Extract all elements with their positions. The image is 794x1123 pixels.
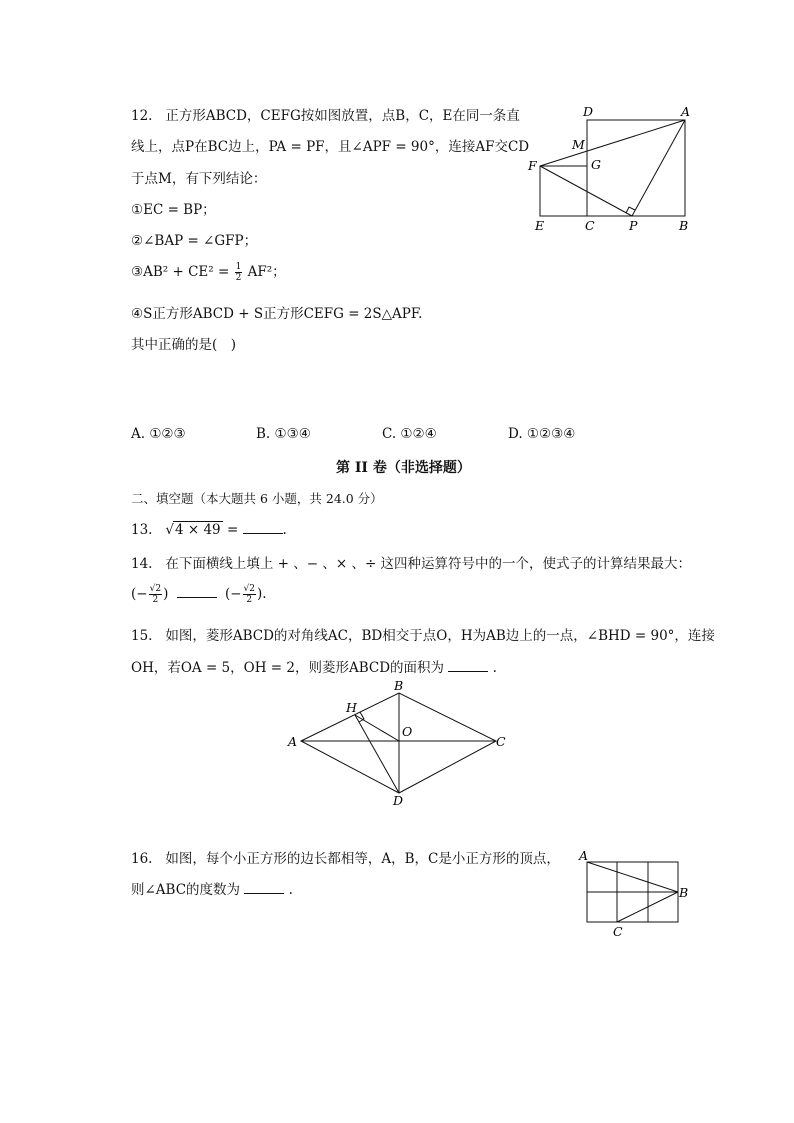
q14-line1 xyxy=(131,552,691,572)
q14-line2 xyxy=(131,583,267,605)
q12-square-abcd xyxy=(587,120,685,216)
q12-c3-num: 1 xyxy=(235,262,242,272)
q14-frac-2-num: √2 xyxy=(243,584,255,594)
q12-conclusion-4: ④S正方形ABCD + S正方形CEFG = 2S△APF. xyxy=(131,306,423,322)
q12-label-e: E xyxy=(535,218,545,233)
q12-conclusion-3 xyxy=(131,260,286,283)
q15-line-ho xyxy=(355,715,399,741)
q12-label-b: B xyxy=(679,218,689,233)
q12-option-d[interactable]: D. ①②③④ xyxy=(508,426,576,442)
q16-text-1: 如图，每个小正方形的边长都相等，A，B，C是小正方形的顶点， xyxy=(165,851,560,867)
q12-c3-pre: ③AB² + CE² = xyxy=(131,264,230,280)
q15-line2 xyxy=(131,656,497,676)
q12-line-fp xyxy=(540,166,632,216)
q13-number: 13. xyxy=(131,522,153,538)
q13-eq: = xyxy=(226,522,239,538)
q12-label-d: D xyxy=(583,104,594,119)
q16-answer-blank[interactable] xyxy=(244,879,284,894)
q14-close-2: ) xyxy=(257,586,263,602)
q16-label-a: A xyxy=(579,848,589,863)
q16-label-b: B xyxy=(679,885,689,900)
section2-heading: 二、填空题（本大题共 6 小题，共 24.0 分） xyxy=(131,491,383,506)
q16-number: 16. xyxy=(131,851,153,867)
q13-line: 13. √4 × 49 = . xyxy=(131,519,287,538)
q12-label-a: A xyxy=(681,104,691,119)
q16-line-ab xyxy=(587,862,678,892)
q15-label-b: B xyxy=(394,678,404,693)
q12-text-1: 正方形ABCD，CEFG按如图放置，点B，C，E在同一条直 xyxy=(165,108,520,124)
q12-conclusion-2: ②∠BAP = ∠GFP； xyxy=(131,233,258,249)
q12-label-f: F xyxy=(528,158,537,173)
q14-close-1: ) xyxy=(163,586,169,602)
q13-sqrt-sign: √ xyxy=(165,522,174,538)
q15-line1 xyxy=(131,624,715,644)
q12-label-m: M xyxy=(572,137,585,152)
q12-c3-fraction xyxy=(235,262,243,283)
q14-frac-1 xyxy=(149,584,162,605)
q15-answer-blank[interactable] xyxy=(448,657,488,672)
q12-option-c[interactable]: C. ①②④ xyxy=(382,426,437,442)
q15-number: 15. xyxy=(131,628,153,644)
q14-text-1: 在下面横线上填上 + 、− 、× 、÷ 这四种运算符号中的一个，使式子的计算结果最大： xyxy=(165,556,692,572)
section2-title: 第 II 卷（非选择题） xyxy=(336,460,471,476)
q12-label-c: C xyxy=(585,218,595,233)
q12-c3-post: AF²； xyxy=(247,264,286,280)
q14-operator-blank[interactable] xyxy=(177,583,217,598)
q15-label-c: C xyxy=(496,734,506,749)
q12-c3-den: 2 xyxy=(235,273,242,283)
q12-line2: 线上，点P在BC边上，PA = PF，且∠APF = 90°，连接AF交CD xyxy=(131,139,530,155)
q16-line1 xyxy=(131,847,560,867)
q13-radicand: 4 × 49 xyxy=(174,522,221,538)
q12-figure xyxy=(525,100,705,235)
q14-open-2: (− xyxy=(224,586,242,602)
q16-label-c: C xyxy=(613,924,623,939)
q14-number: 14. xyxy=(131,556,153,572)
q12-number: 12. xyxy=(131,108,153,124)
q12-square-cefg xyxy=(540,166,587,216)
q12-option-a[interactable]: A. ①②③ xyxy=(131,426,186,442)
q15-end: . xyxy=(492,660,497,676)
q16-line2 xyxy=(131,878,293,898)
q15-label-o: O xyxy=(402,724,413,739)
q12-option-b[interactable]: B. ①③④ xyxy=(256,426,311,442)
q14-frac-1-num: √2 xyxy=(149,584,162,594)
q14-open-1: (− xyxy=(131,586,148,602)
q16-end: . xyxy=(288,882,293,898)
q15-label-a: A xyxy=(288,734,298,749)
q16-text-2: 则∠ABC的度数为 xyxy=(131,882,241,898)
q15-text-2: OH，若OA = 5，OH = 2，则菱形ABCD的面积为 xyxy=(131,660,445,676)
q14-frac-2 xyxy=(243,584,256,605)
q15-label-h: H xyxy=(346,700,357,715)
q15-right-angle xyxy=(359,712,364,722)
q14-frac-2-den: 2 xyxy=(246,595,253,605)
q13-answer-blank[interactable] xyxy=(243,519,283,534)
q12-line1 xyxy=(131,104,520,124)
q12-conclusion-1: ①EC = BP； xyxy=(131,202,216,218)
q14-frac-1-den: 2 xyxy=(152,595,159,605)
q15-label-d: D xyxy=(393,793,404,808)
q15-figure xyxy=(285,678,510,808)
q14-end: . xyxy=(262,586,267,602)
q16-figure xyxy=(575,845,695,940)
q12-label-p: P xyxy=(629,218,638,233)
q15-text-1: 如图，菱形ABCD的对角线AC，BD相交于点O，H为AB边上的一点，∠BHD = 90°，连接 xyxy=(165,628,715,644)
q12-ask: 其中正确的是( ) xyxy=(131,337,237,353)
q12-line3: 于点M，有下列结论： xyxy=(131,171,267,187)
q12-label-g: G xyxy=(591,157,601,172)
